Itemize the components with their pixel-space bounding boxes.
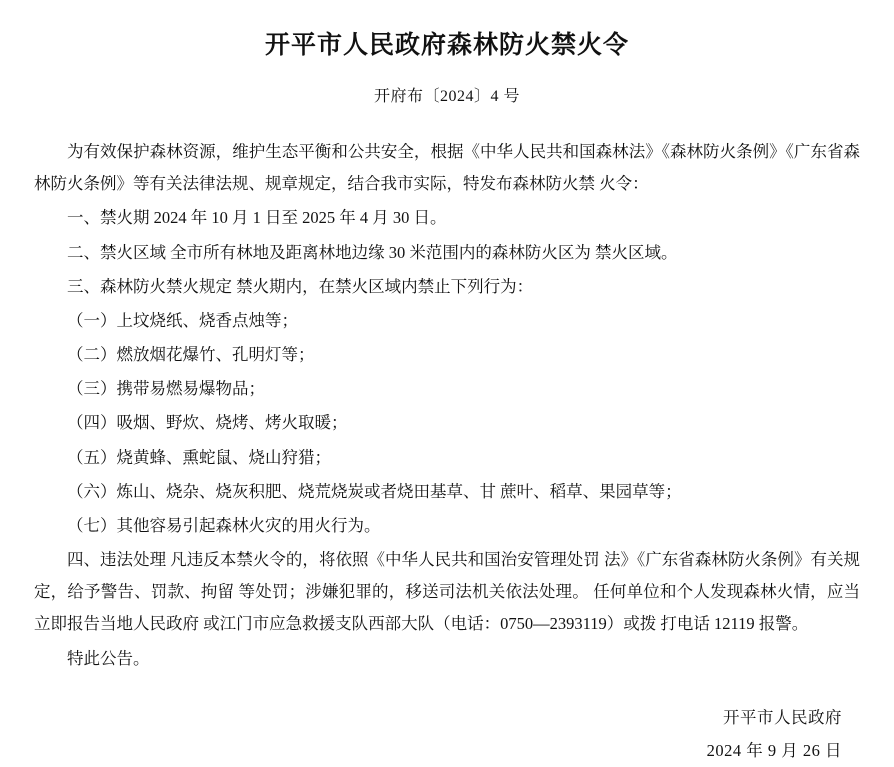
paragraph-section-two: 二、禁火区域 全市所有林地及距离林地边缘 30 米范围内的森林防火区为 禁火区域。 [67, 242, 678, 262]
paragraph-preamble: 为有效保护森林资源，维护生态平衡和公共安全，根据《中华人民共和国森林法》《森林防火条例》《广东省森林防火条例》等有关法律法规、规章规定，结合我市实际，特发布森林防火禁 火令： [34, 142, 860, 194]
signature-date: 2024 年 9 月 26 日 [706, 740, 842, 760]
prohibited-item-3: （三）携带易燃易爆物品； [67, 379, 265, 399]
prohibited-item-4: （四）吸烟、野炊、烧烤、烤火取暖； [67, 413, 348, 433]
prohibited-item-7: （七）其他容易引起森林火灾的用火行为。 [67, 515, 381, 535]
prohibited-item-1: （一）上坟烧纸、烧香点烛等； [67, 310, 298, 330]
paragraph-closing: 特此公告。 [67, 648, 150, 668]
document-number: 开府布〔2024〕4 号 [373, 88, 520, 105]
signature-issuer: 开平市人民政府 [723, 707, 842, 727]
prohibited-item-5: （五）烧黄蜂、熏蛇鼠、烧山狩猎； [67, 447, 331, 467]
prohibited-item-6: （六）炼山、烧杂、烧灰积肥、烧荒烧炭或者烧田基草、甘 蔗叶、稻草、果园草等； [67, 481, 682, 501]
page-title: 开平市人民政府森林防火禁火令 [264, 32, 629, 59]
signature-block [34, 701, 860, 767]
prohibited-item-2: （二）燃放烟花爆竹、孔明灯等； [67, 345, 315, 365]
paragraph-section-four: 四、违法处理 凡违反本禁火令的，将依照《中华人民共和国治安管理处罚 法》《广东省森林防火条例》有关规定，给予警告、罚款、拘留 等处罚；涉嫌犯罪的，移送司法机关依法处理。 任何单位和个人发现森林火情，应当立即报告当地人民政府 或江门市应急救援支队西部大队（电话：0750—2393119）或拨 打电话 12119 报警。 [34, 550, 860, 634]
paragraph-section-three: 三、森林防火禁火规定 禁火期内，在禁火区域内禁止下列行为： [67, 276, 534, 296]
paragraph-section-one: 一、禁火期 2024 年 10 月 1 日至 2025 年 4 月 30 日。 [67, 208, 447, 228]
document-body [34, 136, 860, 675]
